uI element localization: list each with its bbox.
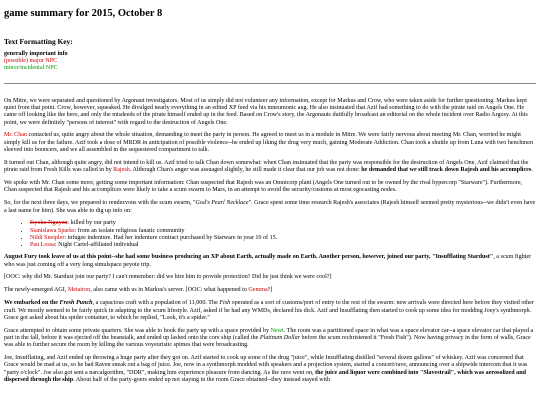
paragraph-metatron: The newly-emerged AGI, Metatron, also came with us in Markus's server. [OOC: what happened to Gemma?] bbox=[4, 287, 273, 294]
npc-nildi-sneipler: Nildi Sneipler bbox=[30, 234, 65, 241]
important-party-change: August Fury took leave of us at this point--she had some business producing an XP about Earth, actually made on Earth. Another person, however, joined our party, "Insufflating Stardust" bbox=[4, 254, 494, 261]
important-demand: he demanded that we still track down Rajesh and his accomplices bbox=[361, 167, 532, 174]
swarm-name: God's Pearl Necklace bbox=[195, 200, 249, 207]
paragraph-chan-info: We spoke with Mr. Chan some more, getting some important information: Chan suspected that Rajesh was an Omnicorp plant (Angels One turned out to be owned by the rival hypercorp "Starware"). Furthermore, Chan suspected that Rajesh and his accomplices were likely to take a scum swarm to Mars, in an attempt to avoid the security/customs at most egocasting nodes. bbox=[4, 180, 523, 194]
list-item: • Nildi Sneipler: infugee indenture. Had her indenture contract purchased by Starware in year 10 of 15. bbox=[30, 235, 536, 242]
ship-name: Fresh Punch bbox=[59, 300, 93, 307]
key-major-npc: (possible) major NPC bbox=[4, 58, 58, 65]
paragraph-party: Joe, Insufflating, and Azif ended up throwing a huge party after they got on. Azif started to cook up some of the drug "juice", while Insufflating distilled "several dozen gallons" of whiskey. Azif was concerned that Grace would be mad at us, so he had Raven sneak out a bag of juice. Joe, now in a synthmorph modded with speakers and a projection system, started a concert/rave, announcing over a shipwide intercom that it was "party o'clock". Joe also got sent a narcalgorithm, "DDR", making him experience pleasure from dancing. As the rave went on, the juice and liquor were combined into "Slavestrail", which was aerosolized and dispersed through the ship. About half of the party-goers ended up not staying in the room Grace obtained--they instead stayed with bbox=[4, 355, 528, 384]
key-important: generally important info bbox=[4, 51, 68, 57]
paragraph-swarm-prep: So, for the next three days, we prepared to rendezvous with the scum swarm, "God's Pearl Necklace". Grace spent some time research Rajesh's associates (Rajesh himself seemed pretty mysterious--we didn't even have a last name for him). She was able to dig up info on: bbox=[4, 200, 536, 214]
npc-pau-lossa: Pau Lossa bbox=[30, 242, 55, 249]
divider bbox=[4, 83, 536, 84]
associates-list bbox=[4, 220, 536, 249]
important-slavestrail: the juice and liquor were combined into "Slavestrail", which was aerosolized and dispersed through the ship bbox=[4, 369, 526, 384]
page-title: game summary for 2015, October 8 bbox=[4, 8, 163, 19]
list-item: • Pau Lossa: Night Cartel-affiliated individual bbox=[30, 242, 536, 249]
ooc-note-stardust: [OOC: why did Mr. Stardust join our party? I can't remember: did we hire him to provide protection? Did he just think we were cool?] bbox=[4, 274, 332, 281]
npc-gemma: Gemma bbox=[248, 287, 268, 294]
npc-metatron: Metatron bbox=[67, 287, 91, 294]
key-heading: Text Formatting Key: bbox=[4, 37, 73, 46]
npc-kyoko-nguyen: Kyoko Nguyen bbox=[30, 220, 68, 227]
paragraph-party-change: August Fury took leave of us at this point--she had some business producing an XP about Earth, actually made on Earth. Another person, however, joined our party, "Insufflating Stardust", a scum fighter who was just coming off a very long simulspace peyote trip. bbox=[4, 254, 532, 268]
key-minor-npc: minor/incidental NPC bbox=[4, 65, 58, 72]
paragraph-chan-meeting: It turned out Chan, although quite angry, did not intend to kill us. Azif tried to talk Chan down somewhat: when Chan insinuated that the party was responsible for the destruction of Angels One, Azif claimed that the pirate raid from Fresh Kills was called in by Rajesh. Although Chan's anger was assuaged slightly, he still made it clear that our job was not done: he demanded that we still track down Rajesh and his accomplices. bbox=[4, 159, 533, 174]
npc-rajesh: Rajesh bbox=[113, 167, 130, 174]
npc-newt: Newt bbox=[270, 327, 284, 334]
paragraph-quarters: Grace attempted to obtain some private quarters. She was able to hook the party up with a space provided by Newt. The room was a partitioned space in what was a space elevator car--a space elevator car that played a part in the fall, before it was ejected off the beanstalk, and ended up lashed onto the core ship (called the Platinum Dollar before the scum rechristened it "Fresh Fish"). Now having privacy in the form of walls, Grace was able to further secure the room by killing the various voyeuristic spimes that were broadcasting. bbox=[4, 327, 534, 349]
formatting-key bbox=[4, 51, 536, 73]
list-item: • Kyoko Nguyen: killed by our party bbox=[30, 220, 536, 227]
paragraph-fresh-punch: We embarked on the Fresh Punch, a capacious craft with a population of 11,000. The Fish operated as a sort of customs/port of entry to the rest of the swarm: new arrivals were directed here before they visited other craft. We mostly seemed to be fairly quick in adapting to the scum lifestyle. Azif, asked if he had any WMDs, declared his dick. Azif and Insufflating then started to cook up some idea for modding Joey's synthmorph. Grace got asked about his spider container, to which he replied, "Look, it's a spider." bbox=[4, 300, 534, 321]
paragraph-mitre: On Mitre, we were separated and questioned by Argonaut investigators. Most of us simply did not volunteer any information, except for Markus and Crow, who were taken aside for further questioning. Markus kept quiet from that point. Crow, however, squeaked. He divulged nearly everything in an edited XP feed via his mneumonic aug. He also insinuated that Azif had something to do with the pirate raid on Angels One. He came off looking like the hero, and only the misdeeds of the pirate himself ended up in the feed. Based on Crow's story, the Argonauts dutifully broadcast an editorial on the whole incident over Radio Argosy. At this point, we were definitely "persons of interest" with regard to the destruction of Angels One. bbox=[4, 97, 528, 126]
paragraph-chan-contact: Mr. Chan contacted us, quite angry about the whole situation, demanding to meet the party in person. He agreed to meet us in a module in Mitre. We were fairly nervous about meeting Mr. Chan, worried he might simply kill us for the failure. Azif took a dose of MRDR in anticipation of possible violence--he ended up liking the drug very much, gaining Moderate Addiction. Chan took a shuttle up from Luna with two henchmen sleeved into bouncers, and we all assembled in the sequestered compartment to talk. bbox=[4, 132, 533, 153]
npc-mr-chan: Mr. Chan bbox=[4, 132, 28, 139]
list-item: • Stanislawa Sparks: from an isolate religious fanatic community bbox=[30, 228, 536, 235]
npc-stanislawa-sparks: Stanislawa Sparks bbox=[30, 227, 75, 234]
